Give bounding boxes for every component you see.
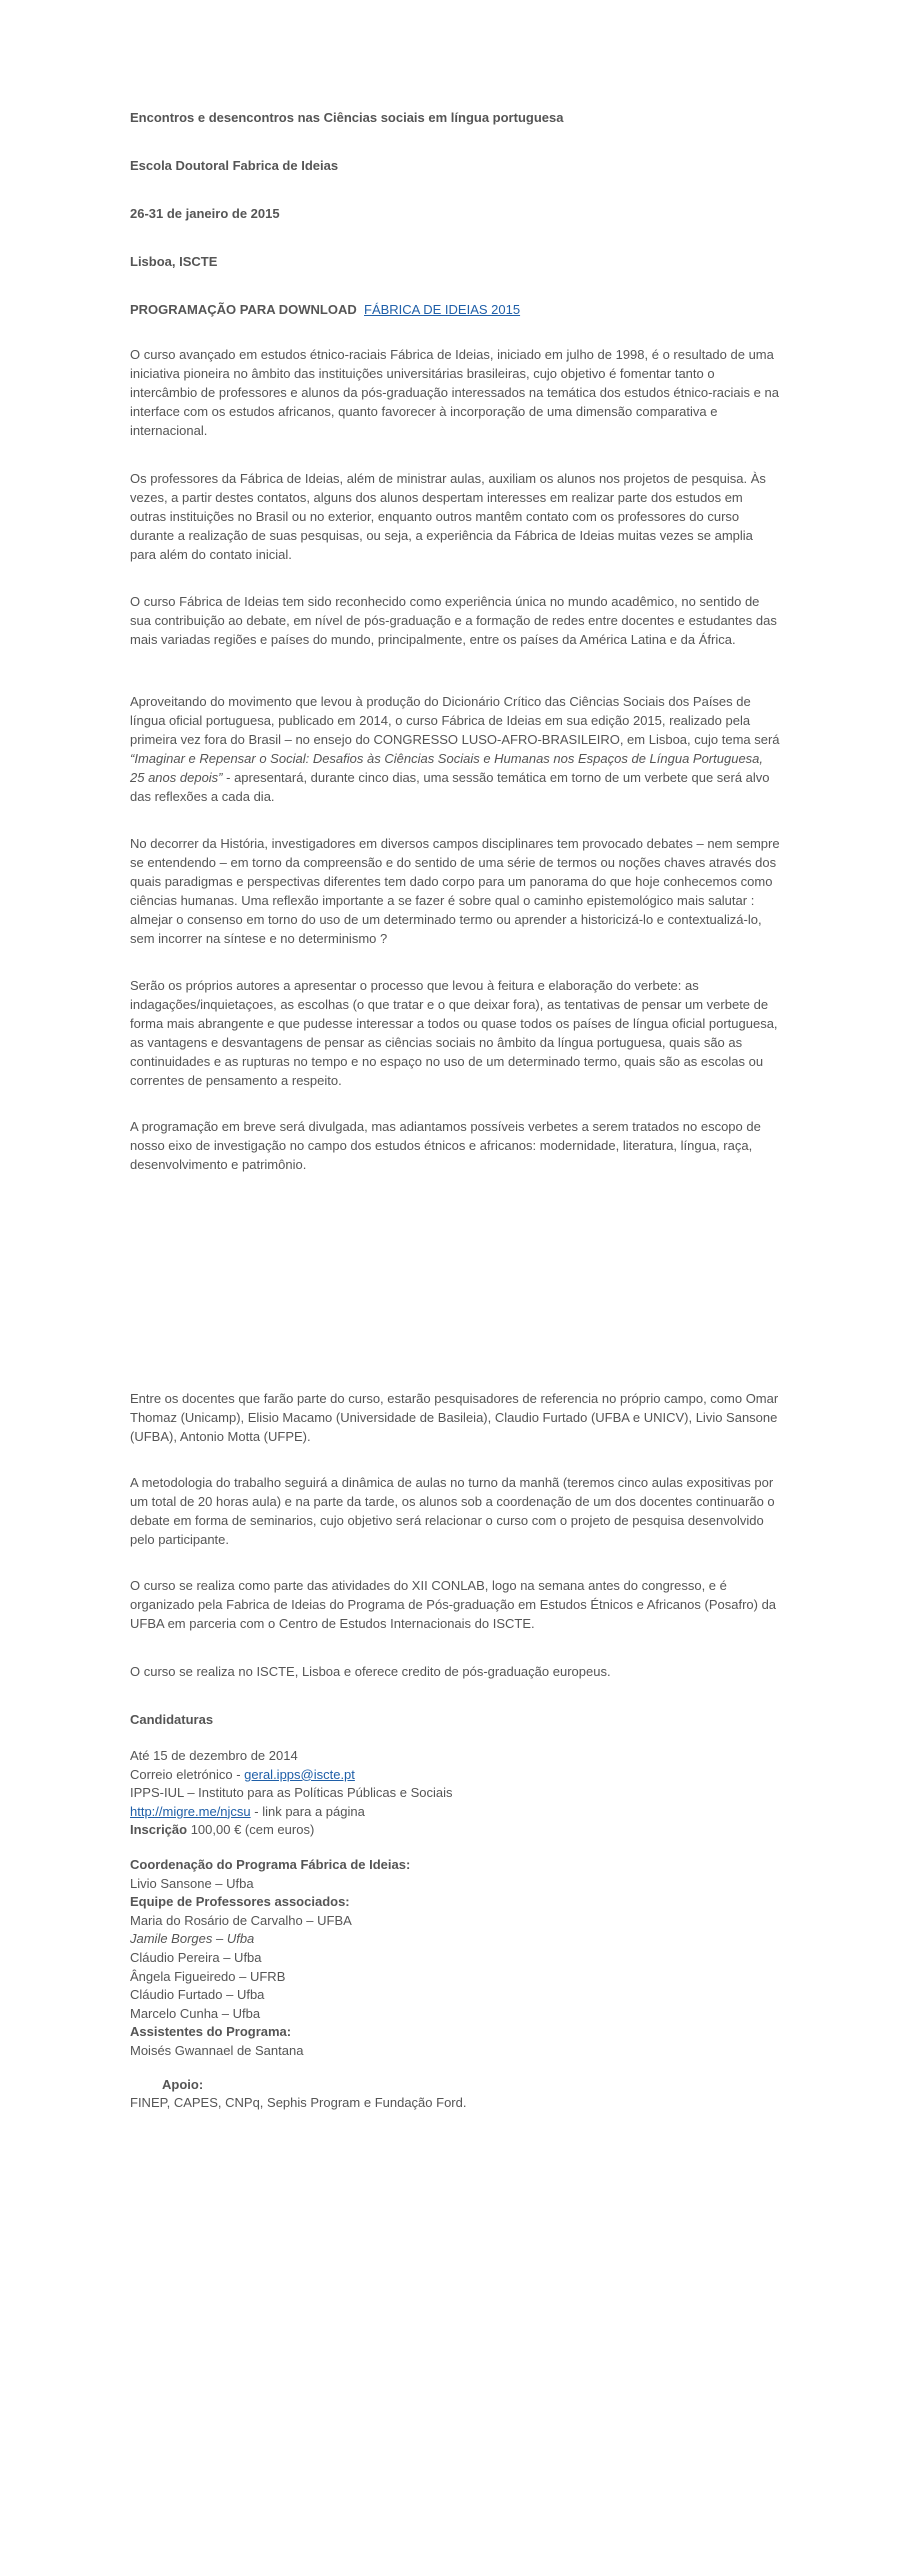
fee-row xyxy=(130,1821,780,1840)
congress-theme: “Imaginar e Repensar o Social: Desafios às Ciências Sociais e Humanas nos Espaços de Língua Portuguesa, 25 anos depois” xyxy=(130,751,764,785)
team-member: Ângela Figueiredo – UFRB xyxy=(130,1968,286,1984)
paragraph-history: No decorrer da História, investigadores em diversos campos disciplinares tem provocado debates – nem sempre se entendendo – em torno da compreensão e do sentido de uma série de termos ou noções chaves através dos quais paradigmas e perspectivas diferentes tem dado corpo para um panorama do que hoje conhecemos como ciências humanas. Uma reflexão importante a se fazer é sobre qual o caminho epistemológico mais salutar : almejar o consenso em torno do uso de um determinado termo ou aprender a historicizá-lo e contextualizá-lo, sem incorrer na síntese e no determinismo ? xyxy=(130,836,780,946)
paragraph-dictionary xyxy=(130,692,780,806)
page-url-link[interactable]: http://migre.me/njcsu xyxy=(130,1803,251,1819)
url-suffix: - link para a página xyxy=(250,1803,365,1819)
document-title: Encontros e desencontros nas Ciências sociais em língua portuguesa xyxy=(130,110,564,125)
paragraph-intro: O curso avançado em estudos étnico-raciais Fábrica de Ideias, iniciado em julho de 1998, é o resultado de uma iniciativa pioneira no âmbito das instituições universitárias brasileiras, cujo objetivo é fomentar tanto o intercâmbio de professores e alunos da pós-graduação interessados na temática dos estudos étnico-raciais e na interface com os estudos africanos, quanto favorecer à incorporação de uma dimensão comparativa e internacional. xyxy=(130,347,779,438)
paragraph-teachers: Entre os docentes que farão parte do curso, estarão pesquisadores de referencia no próprio campo, como Omar Thomaz (Unicamp), Elisio Macamo (Universidade de Basileia), Claudio Furtado (UFBA e UNICV), Livio Sansone (UFBA), Antonio Motta (UFPE). xyxy=(130,1391,779,1444)
school-name: Escola Doutoral Fabrica de Ideias xyxy=(130,158,339,173)
paragraph-programming: A programação em breve será divulgada, mas adiantamos possíveis verbetes a serem tratados no escopo de nosso eixo de investigação no campo dos estudos étnicos e africanos: modernidade, literatura, língua, raça, desenvolvimento e patrimônio. xyxy=(130,1119,761,1172)
assistant-name: Moisés Gwannael de Santana xyxy=(130,2042,304,2058)
fee-label: Inscrição xyxy=(130,1822,188,1838)
paragraph-professors: Os professores da Fábrica de Ideias, além de ministrar aulas, auxiliam os alunos nos projetos de pesquisa. Às vezes, a partir destes contatos, alguns dos alunos despertam interesses em realizar parte dos estudos em outras instituições no Brasil ou no exterior, enquanto outros mantêm contato com os professores do curso durante a realização de suas pesquisas, ou seja, a experiência da Fábrica de Ideias muitas vezes se amplia para além do contato inicial. xyxy=(130,471,766,562)
email-row xyxy=(130,1766,780,1785)
paragraph-conlab: O curso se realiza como parte das atividades do XII CONLAB, logo na semana antes do congresso, e é organizado pela Fabrica de Ideias do Programa de Pós-graduação em Estudos Étnicos e Africanos (Posafro) da UFBA em parceria com o Centro de Estudos Internacionais do ISCTE. xyxy=(130,1578,777,1631)
email-label: Correio eletrónico - xyxy=(130,1766,245,1782)
paragraph-dictionary-end: - apresentará, durante cinco dias, uma sessão temática em torno de um verbete que será alvo das reflexões a cada dia. xyxy=(130,770,770,804)
candidaturas-details xyxy=(130,1747,780,1840)
team-member: Cláudio Pereira – Ufba xyxy=(130,1949,262,1965)
program-download-label: PROGRAMAÇÃO PARA DOWNLOAD xyxy=(130,302,357,317)
team-heading: Equipe de Professores associados: xyxy=(130,1894,350,1910)
deadline: Até 15 de dezembro de 2014 xyxy=(130,1748,298,1763)
support-heading: Apoio: xyxy=(162,2077,204,2092)
paragraph-recognition: O curso Fábrica de Ideias tem sido reconhecido como experiência única no mundo acadêmico, no sentido de sua contribuição ao debate, em nível de pós-graduação e a formação de redes entre docentes e estudantes das mais variadas regiões e países do mundo, principalmente, entre os países da América Latina e da África. xyxy=(130,594,777,647)
coordination-heading: Coordenação do Programa Fábrica de Ideias: xyxy=(130,1857,411,1872)
program-download-row xyxy=(130,300,520,319)
paragraph-methodology: A metodologia do trabalho seguirá a dinâmica de aulas no turno da manhã (teremos cinco aulas expositivas por um total de 20 horas aula) e na parte da tarde, os alunos sob a coordenação de um dos docentes continuarão o debate em forma de seminarios, cujo objetivo será relacionar o curso com o projeto de pesquisa desenvolvido pelo participante. xyxy=(130,1475,775,1547)
team-member: Marcelo Cunha – Ufba xyxy=(130,2005,261,2021)
paragraph-authors: Serão os próprios autores a apresentar o processo que levou à feitura e elaboração do verbete: as indagações/inquietaçoes, as escolhas (o que tratar e o que deixar fora), as tentativas de pensar um verbete de forma mais abrangente e que pudesse interessar a todos ou quase todos os países de língua oficial portuguesa, as vantagens e desvantagens de pensar as ciências sociais no âmbito da língua portuguesa, quais são as continuidades e as rupturas no tempo e no espaço no uso de um determinado termo, quais são as escolas ou correntes de pensamento a respeito. xyxy=(130,978,778,1088)
assistants-heading: Assistentes do Programa: xyxy=(130,2024,292,2040)
team-member: Cláudio Furtado – Ufba xyxy=(130,1987,265,2003)
email-link[interactable]: geral.ipps@iscte.pt xyxy=(244,1766,355,1782)
coordinator-name: Livio Sansone – Ufba xyxy=(130,1875,254,1891)
people-section xyxy=(130,1856,780,2061)
paragraph-dictionary-text: Aproveitando do movimento que levou à produção do Dicionário Crítico das Ciências Sociais dos Países de língua oficial portuguesa, publicado em 2014, o curso Fábrica de Ideias em sua edição 2015, realizado pela primeira vez fora do Brasil – no ensejo do CONGRESSO LUSO-AFRO-BRASILEIRO, em Lisboa, cujo tema será xyxy=(130,694,780,747)
institute-name: IPPS-IUL – Instituto para as Políticas Públicas e Sociais xyxy=(130,1785,453,1801)
event-location: Lisboa, ISCTE xyxy=(130,254,218,269)
paragraph-credits: O curso se realiza no ISCTE, Lisboa e oferece credito de pós-graduação europeus. xyxy=(130,1664,611,1679)
url-row xyxy=(130,1803,780,1822)
event-dates: 26-31 de janeiro de 2015 xyxy=(130,206,280,221)
fee-value: 100,00 € (cem euros) xyxy=(187,1822,315,1838)
sponsors-list: FINEP, CAPES, CNPq, Sephis Program e Fundação Ford. xyxy=(130,2095,467,2110)
team-member: Maria do Rosário de Carvalho – UFBA xyxy=(130,1912,352,1928)
candidaturas-heading: Candidaturas xyxy=(130,1712,214,1727)
program-download-link[interactable]: FÁBRICA DE IDEIAS 2015 xyxy=(364,302,521,317)
team-member: Jamile Borges – Ufba xyxy=(130,1931,255,1947)
